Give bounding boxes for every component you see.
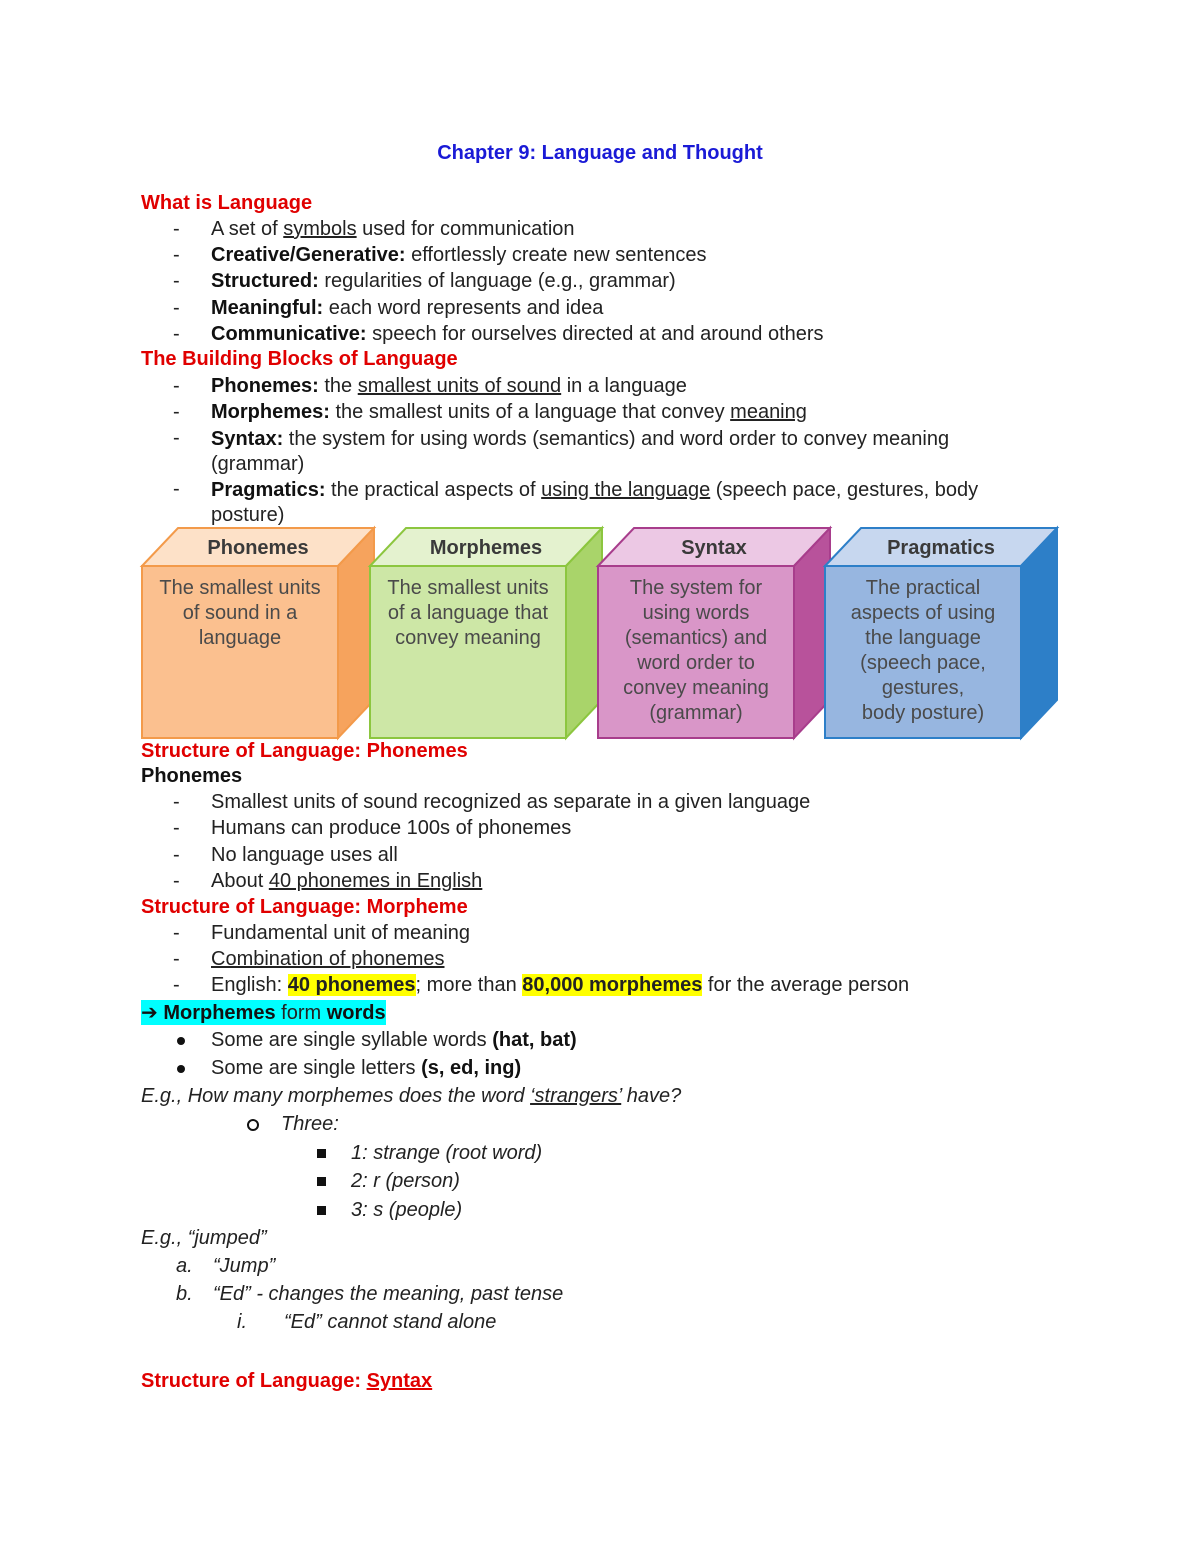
list-item: - Creative/Generative: effortlessly create new sentences (173, 244, 707, 266)
cube-text-line: (semantics) and (624, 627, 768, 649)
list-item: - No language uses all (173, 844, 398, 866)
cube-syntax (598, 528, 830, 738)
list-item: a. “Jump” (176, 1255, 276, 1277)
list-item: - Structured: regularities of language (e.g., grammar) (173, 270, 676, 292)
building-blocks-diagram (138, 524, 1062, 742)
cube-text-line: The smallest units (159, 577, 321, 599)
list-item: - Meaningful: each word represents and idea (173, 297, 604, 319)
cube-text-line: body posture) (861, 702, 985, 724)
list-item: i. “Ed” cannot stand alone (237, 1311, 497, 1333)
list-item: - English: 40 phonemes; more than 80,000 morphemes for the average person (173, 974, 910, 996)
cube-title: Pragmatics (887, 537, 995, 559)
cube-text-line: of a language that (387, 602, 549, 624)
cube-title: Syntax (681, 537, 747, 559)
bullet-icon (177, 1065, 185, 1073)
cube-text-line: word order to (637, 652, 755, 674)
cube-side-face (338, 528, 374, 738)
cube-text-line: of sound in a (182, 602, 298, 624)
list-item: - Combination of phonemes (173, 948, 445, 970)
list-item: - Morphemes: the smallest units of a language that convey meaning (173, 401, 807, 423)
heading-morpheme: Structure of Language: Morpheme (141, 896, 468, 918)
list-item: - Fundamental unit of meaning (173, 922, 471, 944)
list-item: - Syntax: the system for using words (semantics) and word order to convey meaning (grammar) (173, 427, 950, 475)
example-strangers: E.g., How many morphemes does the word ‘strangers’ have? (141, 1085, 682, 1107)
list-item: - Pragmatics: the practical aspects of using the language (speech pace, gestures, body posture) (173, 478, 979, 526)
heading-syntax: Structure of Language: Syntax (141, 1370, 433, 1392)
cube-text-line: convey meaning (395, 627, 541, 649)
square-bullet-icon (317, 1149, 326, 1158)
cube-text-line: convey meaning (623, 677, 769, 699)
cube-text-line: using words (642, 602, 750, 624)
list-item: - Communicative: speech for ourselves directed at and around others (173, 323, 824, 345)
example-jumped: E.g., “jumped” (141, 1227, 267, 1249)
subheading-phonemes: Phonemes (141, 765, 243, 787)
list-item: - Phonemes: the smallest units of sound in a language (173, 375, 687, 397)
cube-side-face (1021, 528, 1057, 738)
cube-morphemes (370, 528, 602, 738)
cube-text-line: The practical (865, 577, 981, 599)
cube-text-line: (speech pace, (860, 652, 986, 674)
heading-what-is-language: What is Language (141, 192, 313, 214)
cube-side-face (566, 528, 602, 738)
square-bullet-icon (317, 1177, 326, 1186)
cube-text-line: the language (865, 627, 981, 649)
list-item: - A set of symbols used for communication (173, 218, 575, 240)
list-item: 3: s (people) (317, 1199, 462, 1222)
cube-text-line: (grammar) (649, 702, 743, 724)
morphemes-form-words: ➔ Morphemes form words (141, 1002, 386, 1024)
bullet-icon (177, 1037, 185, 1045)
cube-text-line: The system for (629, 577, 763, 599)
cube-title: Phonemes (207, 537, 309, 559)
list-item: b. “Ed” - changes the meaning, past tense (176, 1283, 564, 1305)
circle-bullet-icon (247, 1119, 259, 1131)
cube-title: Morphemes (429, 537, 543, 559)
list-item: Three: (247, 1113, 339, 1136)
heading-phonemes: Structure of Language: Phonemes (141, 740, 468, 762)
list-item: Some are single letters (s, ed, ing) (173, 1057, 521, 1080)
cube-pragmatics (825, 528, 1057, 738)
cube-text-line: The smallest units (387, 577, 549, 599)
square-bullet-icon (317, 1206, 326, 1215)
cube-text-line: gestures, (881, 677, 965, 699)
cube-text-line: language (198, 627, 282, 649)
list-item: - Humans can produce 100s of phonemes (173, 817, 572, 839)
list-item: - Smallest units of sound recognized as separate in a given language (173, 791, 811, 813)
list-item: - About 40 phonemes in English (173, 870, 483, 892)
cube-text-line: aspects of using (850, 602, 996, 624)
list-item: 1: strange (root word) (317, 1142, 542, 1165)
list-item: Some are single syllable words (hat, bat) (173, 1029, 577, 1052)
page-title: Chapter 9: Language and Thought (437, 142, 763, 164)
heading-building-blocks: The Building Blocks of Language (141, 348, 458, 370)
list-item: 2: r (person) (317, 1170, 460, 1193)
cube-phonemes (142, 528, 374, 738)
